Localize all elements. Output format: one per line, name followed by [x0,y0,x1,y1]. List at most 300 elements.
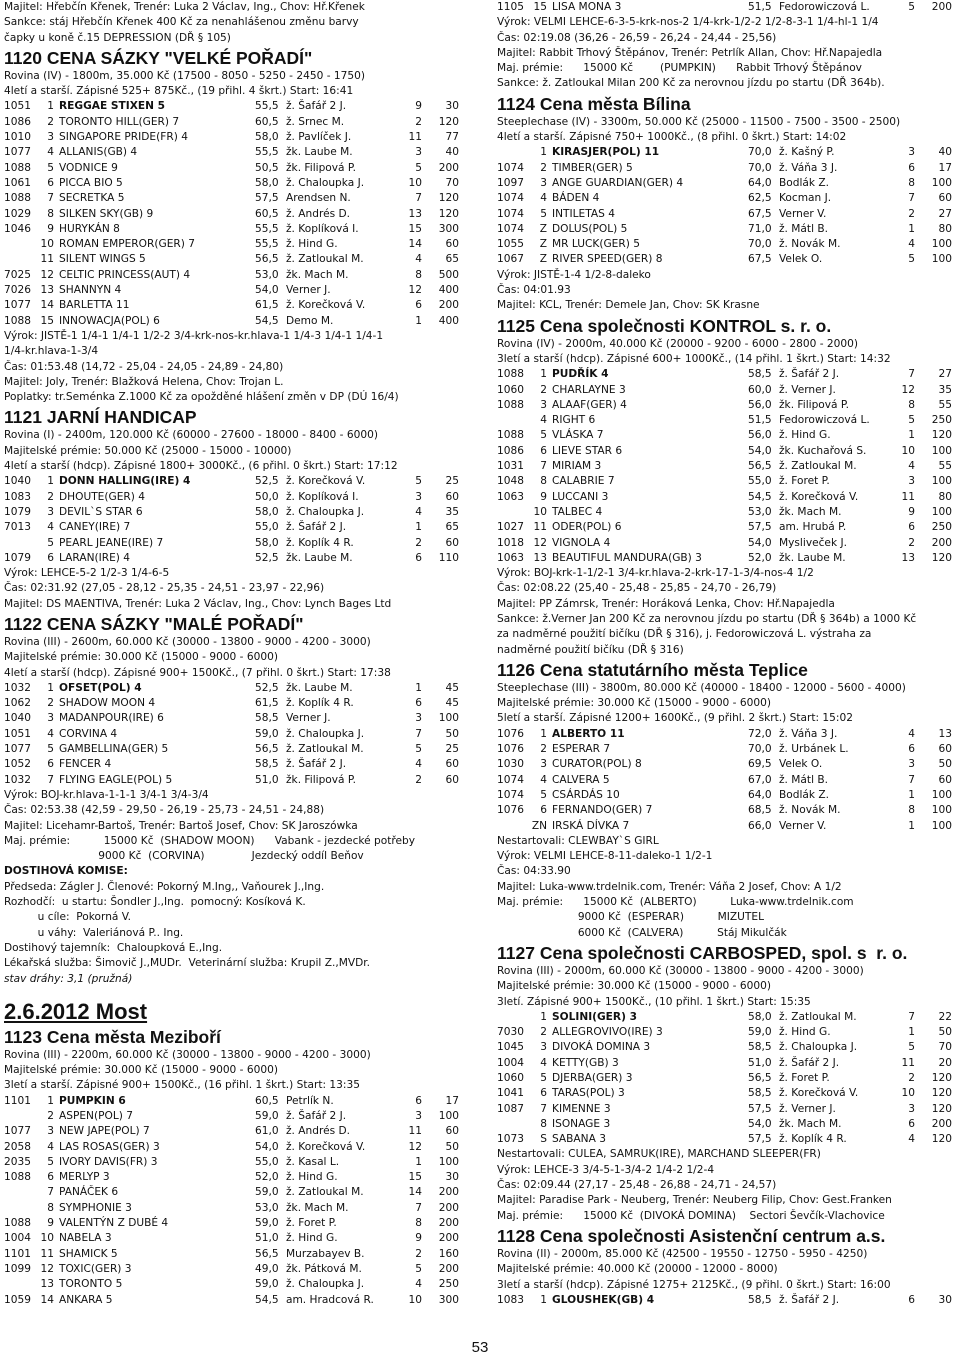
row-odds: 80 [938,222,952,235]
row-jockey: žk. Kuchařová S. [779,444,867,457]
row-odds: 200 [438,1217,459,1230]
result-row [497,367,957,382]
row-odds: 50 [445,727,459,740]
row-horse-name: TORONTO HILL(GER) 7 [59,115,180,128]
row-weight: 55,0 [255,521,279,534]
row-weight: 58,0 [255,176,279,189]
row-jockey: Verner J. [286,284,331,297]
row-horse-name: CHARLAYNE 3 [552,383,626,396]
row-position: 2 [47,490,54,503]
row-position: 4 [540,192,547,205]
row-start-id: 1088 [497,368,524,381]
row-jockey: ž. Váňa 3 J. [779,727,838,740]
row-jockey: Fedorowiczová L. [779,414,870,427]
row-weight: 70,0 [748,743,772,756]
row-start-id: 1055 [497,238,524,251]
meeting-date: 2.6.2012 Most [4,998,148,1024]
text-line: Rovina (II) - 2000m, 85.000 Kč (42500 - 19550 - 12750 - 5950 - 4250) [497,1247,868,1260]
row-odds: 120 [931,1072,952,1084]
result-row [497,145,957,160]
row-horse-name: SHANNYN 4 [59,284,122,297]
result-row [497,1086,957,1101]
row-start-id [497,1117,525,1132]
row-odds: 200 [438,161,459,174]
row-position: 2 [47,1110,54,1122]
row-start-id [497,505,525,520]
row-draw: 3 [908,146,915,159]
row-draw: 5 [415,1262,422,1275]
result-row [497,444,957,459]
row-jockey: ž. Korečková V. [779,1087,859,1100]
row-horse-name: SILENT WINGS 5 [59,253,146,266]
row-weight: 70,0 [748,161,772,174]
row-draw: 7 [415,192,422,205]
row-weight: 70,0 [748,146,772,159]
text-line: Majitel: Paradise Park - Neuberg, Trenér: Neuberg Filip, Chov: Gest.Franken [497,1194,892,1207]
result-row [4,711,470,726]
row-position: 5 [540,429,547,442]
row-position: 3 [47,712,54,725]
row-horse-name: ALLEGROVIVO(IRE) 3 [552,1026,663,1039]
text-line: Výrok: LEHCE-3 3/4-5-1-3/4-2 1/4-2 1/2-4 [497,1163,715,1176]
row-weight: 58,0 [255,536,279,549]
row-horse-name: ASPEN(POL) 7 [59,1110,133,1122]
result-row [497,1010,957,1025]
row-jockey: ž. Chaloupka J. [286,505,365,518]
row-start-id: 1076 [497,727,524,740]
result-row [4,237,470,252]
row-weight: 60,5 [255,1094,279,1107]
row-odds: 27 [938,207,952,220]
result-row [4,1231,470,1246]
row-position: 4 [540,414,547,427]
row-jockey: ž. Zatloukal M. [286,743,364,756]
row-start-id [4,1185,32,1200]
row-jockey: ž. Šafář 2 J. [779,1056,840,1069]
result-row [497,788,957,803]
row-jockey: Velek O. [779,758,823,771]
row-weight: 58,5 [255,712,279,725]
row-start-id: 1088 [4,1217,31,1230]
row-odds: 120 [438,207,459,220]
row-horse-name: VIGNOLA 4 [552,536,611,549]
text-line: Výrok: JISTĚ-1-4 1/2-8-daleko [497,268,651,281]
row-jockey: ž. Šafář 2 J. [286,758,347,771]
row-weight: 58,5 [748,1087,772,1100]
row-draw: 3 [415,712,422,725]
row-draw: 4 [908,460,915,473]
row-position: 14 [40,299,54,312]
row-odds: 60 [445,758,459,771]
left-column [4,0,470,1308]
text-line: Majitelské prémie: 30.000 Kč (15000 - 9000 - 6000) [497,697,771,710]
row-position: Z [539,222,547,235]
row-horse-name: MADANPOUR(IRE) 6 [59,712,164,725]
row-weight: 52,0 [748,551,772,564]
row-odds: 30 [445,1171,459,1184]
row-odds: 40 [445,146,459,159]
row-weight: 58,5 [748,1041,772,1054]
row-draw: 4 [415,758,422,771]
row-horse-name: KETTY(GB) 3 [552,1056,619,1069]
row-horse-name: TOXIC(GER) 3 [59,1262,132,1275]
text-line: Výrok: JISTĚ-1 1/4-1 1/4-1 1/2-2 3/4-krk-nos-kr.hlava-1 1/4-3 1/4-1 1/4-1 [4,329,384,342]
row-odds: 120 [931,1133,952,1146]
row-weight: 51,5 [748,414,772,427]
result-row [4,727,470,742]
row-odds: 50 [938,1026,952,1039]
row-odds: 300 [438,1293,459,1306]
row-draw: 10 [901,1087,915,1100]
row-jockey: ž. Koplíková I. [286,222,359,235]
text-line: Čas: 02:19.08 (36,26 - 26,59 - 26,24 - 24,44 - 25,56) [497,31,777,44]
row-start-id: 1088 [497,429,524,442]
row-draw: 3 [908,475,915,488]
result-row [497,207,957,222]
row-jockey: ž. Koplík 4 R. [286,697,354,710]
row-start-id: 1027 [497,521,524,534]
row-position: 4 [47,146,54,159]
result-row [497,161,957,176]
result-row [4,696,470,711]
text-line: Čas: 02:53.38 (42,59 - 29,50 - 26,19 - 25,73 - 24,51 - 24,88) [4,804,325,817]
text-line: Čas: 01:53.48 (14,72 - 25,04 - 24,05 - 24,89 - 24,80) [4,360,284,373]
text-line: 3letí a starší. Zápisné 900+ 1500Kč., (16 přihl. 1 škrt.) Start: 13:35 [4,1079,360,1092]
row-weight: 67,5 [748,207,772,220]
row-horse-name: KIMENNE 3 [552,1102,611,1115]
row-draw: 13 [901,551,915,564]
row-position: 12 [533,536,547,549]
row-jockey: ž. Korečková V. [286,299,366,312]
row-weight: 72,0 [748,727,772,740]
row-weight: 51,0 [255,1232,279,1245]
row-jockey: ž. Mátl B. [779,773,829,786]
text-line: Dostihový tajemník: Chaloupková E.,Ing. [4,941,223,954]
text-line: 5letí a starší. Zápisné 1200+ 1600Kč., (9 přihl. 2 škrt.) Start: 15:02 [497,712,853,725]
row-draw: 14 [408,238,422,251]
text-line: DOSTIHOVÁ KOMISE: [4,865,128,878]
result-row [497,819,957,834]
row-weight: 51,0 [748,1056,772,1069]
row-start-id: 1004 [4,1232,31,1245]
row-position: 13 [40,1278,54,1291]
text-line: Majitel: Joly, Trenér: Blažková Helena, Chov: Trojan L. [4,375,284,388]
row-start-id: 2058 [4,1140,31,1153]
row-odds: 100 [931,788,952,801]
row-weight: 58,0 [255,505,279,518]
row-horse-name: OFSET(POL) 4 [59,681,142,694]
race-heading: 1120 CENA SÁZKY "VELKÉ POŘADÍ" [4,47,313,68]
result-row [497,191,957,206]
row-jockey: žk. Laube M. [286,551,353,564]
row-draw: 2 [415,536,422,549]
row-start-id: 1030 [497,758,524,771]
row-draw: 4 [415,1278,422,1291]
row-draw: 2 [908,536,915,549]
row-draw: 2 [908,207,915,220]
row-weight: 56,5 [255,253,279,266]
row-horse-name: SINGAPORE PRIDE(FR) 4 [59,131,188,144]
row-jockey: žk. Pátková M. [286,1262,362,1275]
row-jockey: ž. Korečková V. [286,475,366,488]
row-odds: 100 [438,712,459,725]
row-draw: 5 [415,161,422,174]
result-row [4,99,470,114]
row-weight: 55,5 [255,222,279,235]
row-jockey: ž. Hind G. [286,1171,338,1184]
row-draw: 11 [408,1125,422,1138]
row-horse-name: SABANA 3 [552,1133,606,1146]
row-horse-name: ANGE GUARDIAN(GER) 4 [552,176,684,189]
row-horse-name: FLYING EAGLE(POL) 5 [59,773,173,786]
row-odds: 200 [438,1262,459,1275]
text-line: Sankce: ž. Zatloukal Milan 200 Kč za nerovnou jízdu po startu (DŘ 364b). [497,77,885,90]
row-position: 1 [47,681,54,694]
row-start-id: 1067 [497,253,524,266]
row-position: 3 [540,398,547,411]
row-odds: 250 [931,414,952,427]
row-start-id [497,819,525,834]
row-horse-name: REGGAE STIXEN 5 [59,100,166,113]
row-horse-name: MERLYP 3 [59,1171,110,1184]
row-weight: 54,5 [748,490,772,503]
race-heading: 1124 Cena města Bílina [497,93,691,114]
row-start-id: 1101 [4,1247,31,1260]
text-line: 3letí. Zápisné 900+ 1500Kč., (10 přihl. 1 škrt.) Start: 15:35 [497,995,811,1008]
row-draw: 7 [908,368,915,381]
row-horse-name: TALBEC 4 [552,505,603,518]
row-start-id: 1105 [497,1,524,13]
row-weight: 54,0 [255,284,279,297]
text-line: 9000 Kč (CORVINA) Jezdecký oddíl Beňov [4,850,364,863]
row-start-id: 1077 [4,743,31,756]
row-horse-name: DJERBA(GER) 3 [552,1072,633,1084]
row-position: 14 [40,1293,54,1306]
result-row [497,413,957,428]
row-horse-name: ALLANIS(GB) 4 [59,146,138,159]
result-row [4,1094,470,1109]
row-start-id: 1063 [497,490,524,503]
text-line: Lékařská služba: Šimovič J.,MUDr. Veterinární služba: Krupil Z.,MVDr. [4,957,370,970]
row-odds: 100 [931,475,952,488]
row-start-id: 1087 [497,1102,524,1115]
text-line: Výrok: VELMI LEHCE-8-11-daleko-1 1/2-1 [497,850,713,863]
result-row [497,1025,957,1040]
row-position: 1 [47,100,54,113]
row-draw: 3 [415,490,422,503]
row-position: 3 [540,758,547,771]
text-line: Majitelské prémie: 30.000 Kč (15000 - 9000 - 6000) [497,980,771,993]
row-start-id: 1088 [497,398,524,411]
result-row [497,1132,957,1147]
row-weight: 59,0 [255,1217,279,1230]
row-horse-name: VLÁSKA 7 [552,429,604,442]
row-weight: 64,0 [748,788,772,801]
row-odds: 100 [931,444,952,457]
row-jockey: ž. Šafář 2 J. [286,521,347,534]
row-odds: 40 [938,146,952,159]
row-draw: 4 [908,1133,915,1146]
row-weight: 57,5 [748,1133,772,1146]
row-horse-name: SILKEN SKY(GB) 9 [59,207,154,220]
row-jockey: Kocman J. [779,192,832,205]
row-start-id: 1076 [497,743,524,756]
result-row [497,490,957,505]
row-start-id: 1041 [497,1087,524,1100]
row-odds: 22 [938,1010,952,1023]
row-draw: 7 [908,1010,915,1023]
row-weight: 61,5 [255,299,279,312]
row-position: 1 [540,727,547,740]
row-weight: 71,0 [748,222,772,235]
row-jockey: ž. Novák M. [779,804,841,817]
row-weight: 61,0 [255,1125,279,1138]
row-position: 6 [540,1087,547,1100]
row-position: 5 [47,161,54,174]
text-line: Majitelské prémie: 30.000 Kč (15000 - 9000 - 6000) [4,1064,278,1077]
text-line: 4letí a starší. Zápisné 525+ 875Kč., (19 přihl. 4 škrt.) Start: 16:41 [4,85,354,98]
row-draw: 1 [908,222,915,235]
result-row [497,176,957,191]
row-jockey: Fedorowiczová L. [779,1,870,13]
row-start-id: 1088 [4,161,31,174]
row-weight: 55,5 [255,100,279,113]
row-position: 5 [540,788,547,801]
row-horse-name: BEAUTIFUL MANDURA(GB) 3 [552,551,702,564]
row-horse-name: DOLUS(POL) 5 [552,222,628,235]
row-draw: 1 [908,788,915,801]
row-draw: 5 [908,253,915,266]
row-odds: 100 [931,176,952,189]
text-line: Čas: 02:31.92 (27,05 - 28,12 - 25,35 - 24,51 - 23,97 - 22,96) [4,582,325,595]
text-line: Maj. prémie: 15000 Kč (SHADOW MOON) Vabank - jezdecké potřeby [4,834,416,847]
row-odds: 250 [931,521,952,534]
text-line: Maj. prémie: 15000 Kč (ALBERTO) Luka-www.trdelnik.com [497,896,854,909]
row-start-id: 1083 [4,490,31,503]
row-horse-name: PANÁČEK 6 [59,1186,119,1199]
row-horse-name: ROMAN EMPEROR(GER) 7 [59,238,195,251]
row-weight: 54,5 [255,314,279,327]
result-row [497,428,957,443]
row-start-id [4,252,32,267]
row-weight: 57,5 [748,1102,772,1115]
row-jockey: Bodlák Z. [779,788,830,801]
row-horse-name: ODER(POL) 6 [552,521,622,534]
row-odds: 100 [931,819,952,832]
row-draw: 13 [408,207,422,220]
row-jockey: ž. Chaloupka J. [286,1278,365,1291]
result-row [4,1185,470,1200]
row-start-id: 1060 [497,1072,524,1084]
row-weight: 64,0 [748,176,772,189]
row-jockey: ž. Chaloupka J. [779,1041,858,1054]
row-odds: 50 [938,758,952,771]
text-line: Rozhodčí: u startu: Šondler J.,Ing. pomocný: Kosíková K. [4,896,306,909]
row-draw: 15 [408,222,422,235]
row-odds: 20 [938,1056,952,1069]
row-draw: 6 [908,1117,915,1130]
row-position: 3 [47,505,54,518]
row-start-id [4,1109,32,1124]
row-start-id: 1077 [4,299,31,312]
row-position: 2 [540,743,547,756]
row-position: 7 [47,192,54,205]
row-weight: 67,5 [748,253,772,266]
row-horse-name: DONN HALLING(IRE) 4 [59,475,191,488]
right-column [497,0,957,1308]
row-odds: 160 [438,1247,459,1260]
result-row [4,130,470,145]
row-position: 4 [540,1056,547,1069]
row-horse-name: IRSKÁ DÍVKA 7 [552,819,630,832]
row-draw: 4 [415,253,422,266]
text-line: Rovina (I) - 2400m, 120.000 Kč (60000 - 27600 - 18000 - 8400 - 6000) [4,429,378,442]
result-row [4,298,470,313]
result-row [497,551,957,566]
text-line: 4letí a starší (hdcp). Zápisné 900+ 1500Kč., (7 přihl. 0 škrt.) Start: 17:38 [4,666,391,679]
row-horse-name: PUDŘÍK 4 [552,368,609,381]
row-weight: 56,5 [255,743,279,756]
row-position: 12 [40,1262,54,1275]
row-weight: 53,0 [255,1201,279,1214]
row-odds: 200 [438,1201,459,1214]
text-line: u cíle: Pokorná V. [4,911,132,924]
result-row [4,1262,470,1277]
row-jockey: ž. Hind G. [286,238,338,251]
row-draw: 1 [908,1026,915,1039]
row-start-id: 1074 [497,207,524,220]
row-draw: 6 [415,299,422,312]
row-draw: 6 [908,1293,915,1306]
text-line: 3letí a starší (hdcp). Zápisné 1275+ 2125Kč., (9 přihl. 0 škrt.) Start: 16:00 [497,1278,891,1291]
row-draw: 1 [908,819,915,832]
result-row [4,757,470,772]
row-horse-name: ESPERAR 7 [552,743,611,756]
text-line: Majitel: Licehamr-Bartoš, Trenér: Bartoš Josef, Chov: SK Jaroszówka [4,819,358,832]
row-horse-name: DHOUTE(GER) 4 [59,490,146,503]
row-draw: 5 [908,1,915,13]
result-row [4,1124,470,1139]
row-odds: 100 [931,804,952,817]
row-horse-name: SYMPHONIE 3 [59,1201,132,1214]
row-jockey: žk. Mach M. [779,1117,842,1130]
row-weight: 56,5 [255,1247,279,1260]
row-position: 4 [47,1140,54,1153]
row-start-id: 1048 [497,475,524,488]
result-row [4,536,470,551]
row-draw: 7 [908,773,915,786]
row-odds: 400 [438,314,459,327]
result-row [4,1277,470,1292]
result-row [4,1247,470,1262]
row-horse-name: LARAN(IRE) 4 [59,551,131,564]
row-weight: 60,5 [255,115,279,128]
result-row [497,1102,957,1117]
text-line: stav dráhy: 3,1 (pružná) [4,972,133,985]
row-draw: 8 [908,176,915,189]
text-line: Čas: 04:33.90 [497,865,571,878]
text-line: 4letí a starší. Zápisné 750+ 1000Kč., (8 přihl. 0 škrt.) Start: 14:02 [497,131,847,144]
row-horse-name: LUCCANI 3 [552,490,609,503]
row-draw: 6 [415,697,422,710]
row-weight: 56,5 [748,1072,772,1084]
row-start-id: 1040 [4,712,31,725]
row-horse-name: CORVINA 4 [59,727,118,740]
row-weight: 53,0 [255,268,279,281]
race-heading: 1123 Cena města Meziboří [4,1026,221,1047]
row-draw: 14 [408,1186,422,1199]
row-position: 15 [533,1,547,13]
